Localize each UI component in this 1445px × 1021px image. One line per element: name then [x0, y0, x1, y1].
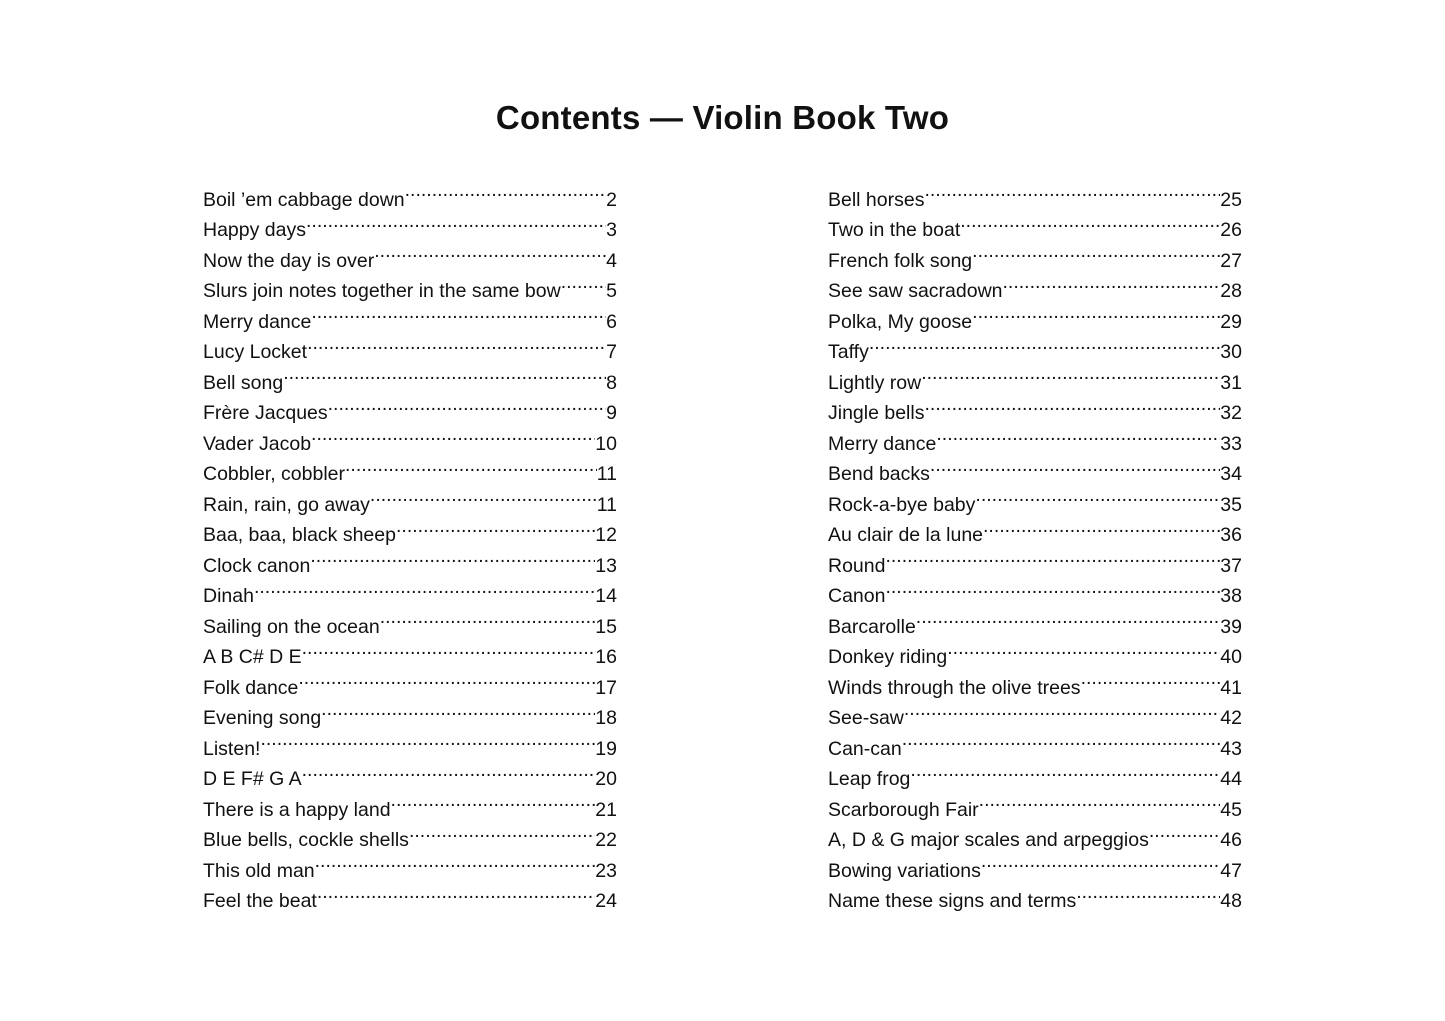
dot-leader: [921, 358, 1220, 389]
toc-entry-page-number: 18: [595, 707, 617, 729]
toc-entry-page-number: 8: [606, 371, 617, 394]
toc-entry-title: A, D & G major scales and arpeggios: [828, 829, 1149, 851]
dot-leader: [972, 236, 1220, 267]
toc-entry-title: This old man: [203, 859, 315, 882]
dot-leader: [930, 450, 1220, 481]
toc-entry-title: Baa, baa, black sheep: [203, 524, 396, 546]
toc-entry-page-number: 32: [1220, 402, 1242, 424]
toc-entry-page-number: 11: [596, 463, 617, 485]
dot-leader: [885, 572, 1220, 603]
dot-leader: [345, 450, 597, 481]
toc-entry-title: See-saw: [828, 707, 904, 729]
toc-entry: [203, 175, 617, 211]
toc-entry-page-number: 15: [595, 615, 617, 638]
dot-leader: [328, 389, 607, 420]
dot-leader: [283, 358, 606, 389]
toc-entry-title: Taffy: [828, 341, 869, 363]
toc-entry-page-number: 7: [606, 341, 617, 363]
toc-entry-title: Rain, rain, go away: [203, 493, 370, 516]
toc-entry-page-number: 29: [1220, 310, 1242, 333]
toc-entry: [828, 328, 1242, 363]
toc-entry-title: Scarborough Fair: [828, 798, 979, 821]
toc-entry-title: Round: [828, 554, 886, 577]
toc-entry-title: Evening song: [203, 707, 322, 729]
toc-entry-page-number: 12: [595, 524, 617, 546]
toc-entry-page-number: 22: [595, 829, 617, 851]
toc-entry: [203, 724, 617, 760]
toc-entry-title: Slurs join notes together in the same bow: [203, 280, 561, 302]
dot-leader: [315, 846, 596, 877]
toc-entry-title: Bend backs: [828, 463, 930, 485]
dot-leader: [972, 297, 1220, 328]
toc-entry-page-number: 24: [595, 890, 617, 912]
toc-entry-title: Leap frog: [828, 768, 911, 790]
dot-leader: [307, 328, 606, 359]
dot-leader: [975, 480, 1220, 511]
toc-entry-page-number: 19: [595, 737, 617, 760]
toc-entry-page-number: 3: [606, 219, 617, 241]
toc-entry: [828, 602, 1242, 638]
dot-leader: [370, 480, 597, 511]
toc-entry-title: Can-can: [828, 737, 902, 760]
toc-entry-title: Clock canon: [203, 554, 311, 577]
toc-entry-page-number: 14: [595, 585, 617, 607]
toc-entry-title: Listen!: [203, 737, 261, 760]
toc-entry-page-number: 27: [1220, 249, 1242, 272]
toc-entry-page-number: 21: [595, 798, 617, 821]
toc-entry-page-number: 4: [606, 249, 617, 272]
dot-leader: [885, 541, 1220, 572]
dot-leader: [981, 846, 1220, 877]
toc-entry-title: Merry dance: [203, 310, 312, 333]
toc-entry-title: Lightly row: [828, 371, 922, 394]
toc-entry-title: Canon: [828, 585, 886, 607]
toc-entry-title: Donkey riding: [828, 646, 948, 668]
toc-entry-page-number: 40: [1220, 646, 1242, 668]
dot-leader: [910, 755, 1220, 786]
dot-leader: [916, 602, 1221, 633]
toc-entry: [828, 572, 1242, 607]
toc-entry-page-number: 45: [1220, 798, 1242, 821]
toc-entry-title: Name these signs and terms: [828, 890, 1077, 912]
dot-leader: [1081, 663, 1221, 694]
toc-entry-title: French folk song: [828, 249, 973, 272]
toc-entry-page-number: 37: [1220, 554, 1242, 577]
toc-entry: [203, 572, 617, 607]
dot-leader: [1003, 267, 1221, 298]
dot-leader: [1149, 816, 1220, 847]
toc-entry-page-number: 16: [595, 646, 617, 668]
toc-entry-page-number: 48: [1220, 890, 1242, 912]
toc-entry-title: Au clair de la lune: [828, 524, 984, 546]
dot-leader: [405, 175, 607, 206]
dot-leader: [924, 389, 1220, 420]
toc-entry-title: Sailing on the ocean: [203, 615, 380, 638]
toc-entry-page-number: 2: [606, 188, 617, 211]
toc-entry-title: Polka, My goose: [828, 310, 973, 333]
toc-entry-title: Dinah: [203, 585, 254, 607]
dot-leader: [409, 816, 595, 847]
toc-entry-page-number: 44: [1220, 768, 1242, 790]
toc-entry-page-number: 36: [1220, 524, 1242, 546]
toc-entry-title: Vader Jacob: [203, 432, 312, 455]
toc-entry-title: Merry dance: [828, 432, 937, 455]
dot-leader: [960, 206, 1220, 237]
dot-leader: [979, 785, 1221, 816]
toc-entry-page-number: 39: [1220, 615, 1242, 638]
toc-entry-title: Winds through the olive trees: [828, 676, 1081, 699]
dot-leader: [924, 175, 1220, 206]
toc-entry: [828, 175, 1242, 211]
toc-entry-page-number: 17: [595, 676, 617, 699]
dot-leader: [396, 511, 595, 542]
dot-leader: [869, 328, 1220, 359]
dot-leader: [561, 267, 606, 298]
toc-entry-page-number: 23: [595, 859, 617, 882]
dot-leader: [260, 724, 595, 755]
toc-entry-page-number: 25: [1220, 188, 1242, 211]
toc-entry-page-number: 38: [1220, 585, 1242, 607]
toc-entry-title: Boil ’em cabbage down: [203, 188, 405, 211]
dot-leader: [311, 419, 595, 450]
toc-entry-title: D E F# G A: [203, 768, 302, 790]
dot-leader: [391, 785, 596, 816]
toc-entry-page-number: 30: [1220, 341, 1242, 363]
toc-entry-title: See saw sacradown: [828, 280, 1003, 302]
dot-leader: [983, 511, 1220, 542]
toc-entry-title: Blue bells, cockle shells: [203, 829, 409, 851]
toc-entry-page-number: 35: [1220, 493, 1242, 516]
toc-left-column: [203, 175, 617, 912]
toc-entry-page-number: 13: [595, 554, 617, 577]
dot-leader: [321, 694, 595, 725]
toc-entry-page-number: 34: [1220, 463, 1242, 485]
toc-entry-page-number: 28: [1220, 280, 1242, 302]
toc-right-column: [828, 175, 1242, 912]
toc-entry-page-number: 46: [1220, 829, 1242, 851]
toc-entry-title: Bell song: [203, 371, 284, 394]
dot-leader: [374, 236, 606, 267]
toc-entry-title: Cobbler, cobbler: [203, 463, 346, 485]
dot-leader: [904, 694, 1220, 725]
dot-leader: [947, 633, 1220, 664]
toc-entry-page-number: 26: [1220, 219, 1242, 241]
dot-leader: [311, 297, 606, 328]
dot-leader: [380, 602, 596, 633]
toc-entry-title: Frère Jacques: [203, 402, 328, 424]
dot-leader: [298, 663, 595, 694]
toc-entry: [203, 755, 617, 790]
toc-entry-title: Folk dance: [203, 676, 299, 699]
dot-leader: [302, 633, 596, 664]
toc-entry-title: Jingle bells: [828, 402, 925, 424]
toc-entry-title: Now the day is over: [203, 249, 375, 272]
toc-entry-page-number: 9: [606, 402, 617, 424]
dot-leader: [1076, 877, 1220, 908]
toc-entry: [828, 358, 1242, 394]
toc-entry-title: Happy days: [203, 219, 306, 241]
toc-entry-page-number: 6: [606, 310, 617, 333]
toc-entry-page-number: 11: [596, 493, 617, 516]
toc-entry-title: There is a happy land: [203, 798, 391, 821]
toc-entry-page-number: 20: [595, 768, 617, 790]
toc-entry-page-number: 31: [1220, 371, 1242, 394]
toc-entry-title: Feel the beat: [203, 890, 317, 912]
toc-entry-page-number: 10: [595, 432, 617, 455]
toc-entry-title: A B C# D E: [203, 646, 302, 668]
toc-entry-page-number: 42: [1220, 707, 1242, 729]
toc-entry: [203, 602, 617, 638]
dot-leader: [254, 572, 595, 603]
toc-entry-page-number: 5: [606, 280, 617, 302]
dot-leader: [306, 206, 606, 237]
toc-entry-page-number: 47: [1220, 859, 1242, 882]
toc-entry: [828, 541, 1242, 577]
toc-entry-title: Bell horses: [828, 188, 925, 211]
dot-leader: [302, 755, 596, 786]
dot-leader: [317, 877, 595, 908]
toc-entry-title: Rock-a-bye baby: [828, 493, 976, 516]
toc-entry-page-number: 41: [1220, 676, 1242, 699]
toc-entry-title: Bowing variations: [828, 859, 981, 882]
dot-leader: [902, 724, 1221, 755]
page-title: Contents — Violin Book Two: [495, 99, 950, 136]
dot-leader: [310, 541, 595, 572]
toc-entry-title: Lucy Locket: [203, 341, 308, 363]
toc-entry-page-number: 33: [1220, 432, 1242, 455]
toc-entry-page-number: 43: [1220, 737, 1242, 760]
dot-leader: [936, 419, 1220, 450]
toc-entry-title: Barcarolle: [828, 615, 916, 638]
toc-entry-title: Two in the boat: [828, 219, 961, 241]
